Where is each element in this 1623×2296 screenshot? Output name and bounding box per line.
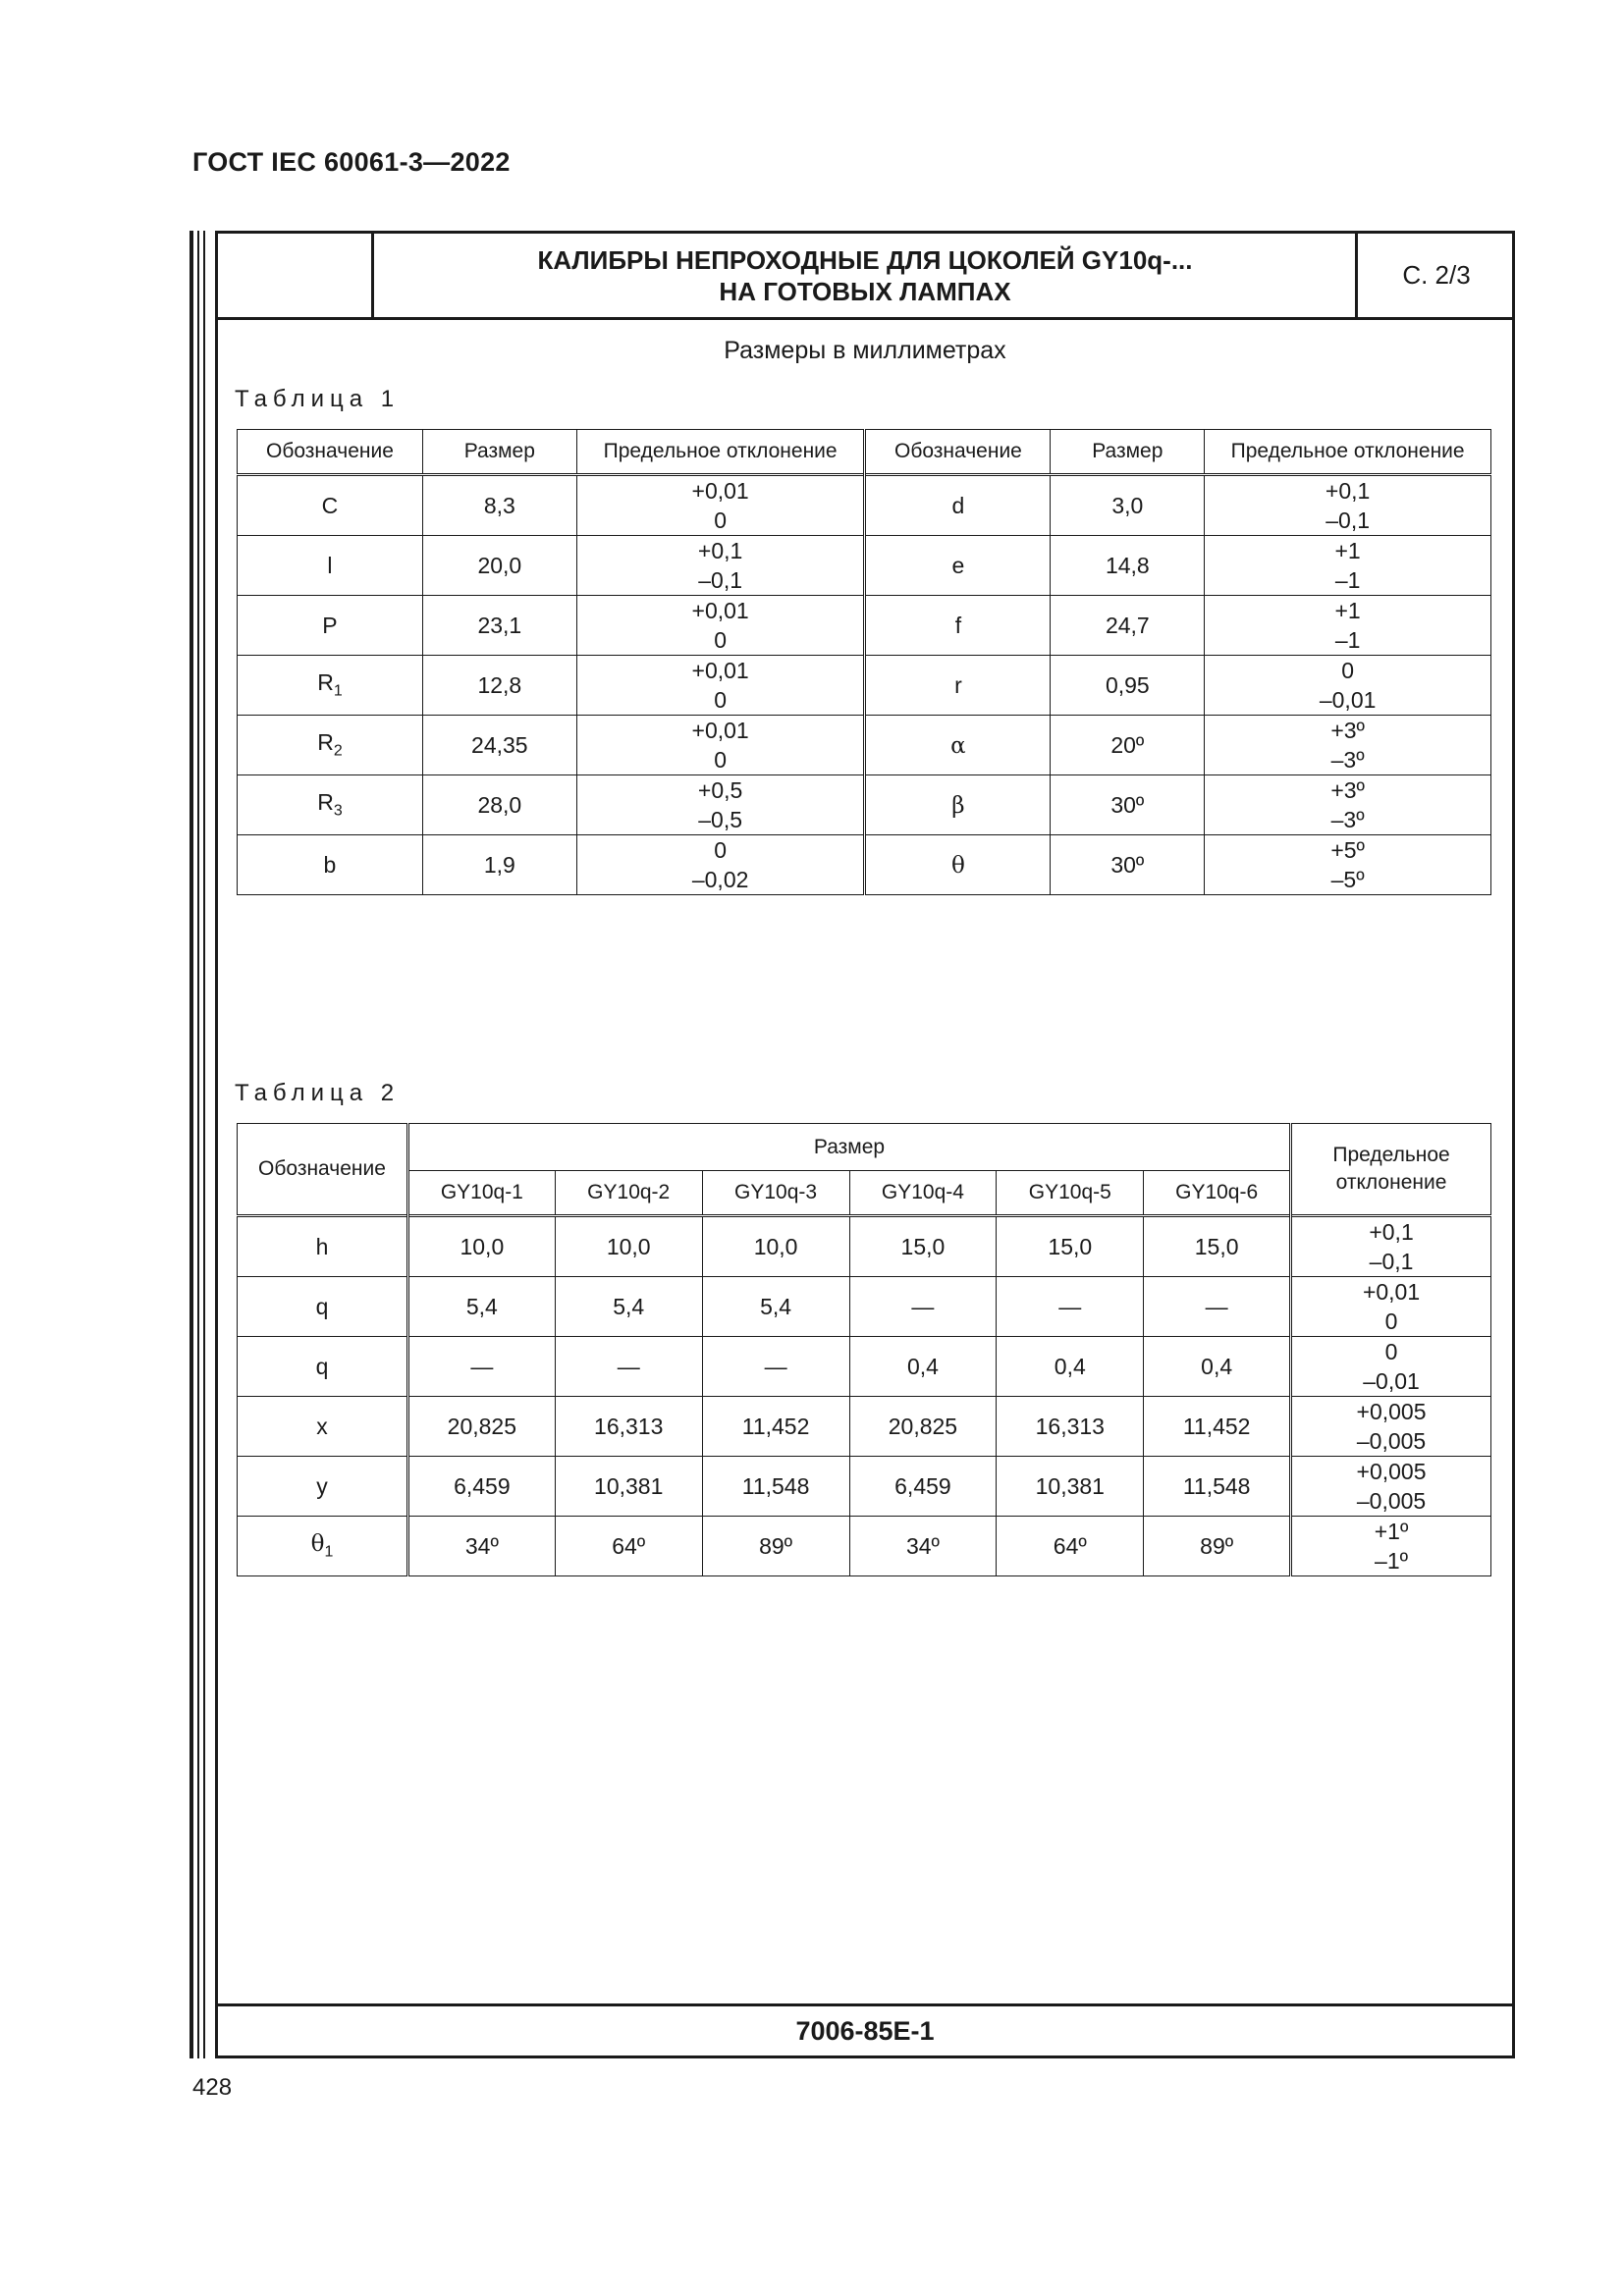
- table1-deviation-upper: +0,01: [691, 598, 749, 623]
- table1-deviation-lower: –3º: [1330, 807, 1365, 832]
- table2-value: 89º: [1144, 1517, 1291, 1576]
- table2-symbol-text: x: [316, 1413, 328, 1439]
- table1-header: Обозначение: [865, 430, 1051, 475]
- table2-symbol: [238, 1397, 408, 1457]
- table2-row: [238, 1517, 1491, 1576]
- table2-symbol-subscript: 1: [324, 1543, 334, 1561]
- table1-header: Размер: [1051, 430, 1205, 475]
- table1-symbol: [238, 656, 423, 716]
- table2-deviation-lower: –1º: [1375, 1548, 1409, 1574]
- table1-deviation-lower: –1: [1334, 567, 1361, 593]
- table2-value: 5,4: [407, 1277, 555, 1337]
- table2-deviation-upper: +0,1: [1369, 1219, 1414, 1245]
- table1-size: 30º: [1051, 775, 1205, 835]
- table2-value: 89º: [702, 1517, 849, 1576]
- table2-value: 16,313: [555, 1397, 702, 1457]
- table2-value: 16,313: [997, 1397, 1144, 1457]
- table2-value: 11,548: [1144, 1457, 1291, 1517]
- table1-symbol: [238, 536, 423, 596]
- table1-row: [238, 716, 1491, 775]
- table1-deviation-upper: +0,1: [697, 538, 743, 563]
- table1-row: [238, 475, 1491, 536]
- table1-symbol: [865, 775, 1051, 835]
- table1-symbol: [865, 835, 1051, 895]
- sheet-page-number: С. 2/3: [1355, 234, 1515, 317]
- table2-row: [238, 1277, 1491, 1337]
- units-note: Размеры в миллиметрах: [724, 337, 1006, 364]
- table1-deviation-upper: +1: [1334, 598, 1361, 623]
- table1-symbol-text: P: [322, 612, 338, 638]
- table2-deviation-lower: 0: [1384, 1308, 1398, 1334]
- table1-symbol-subscript: 3: [333, 802, 343, 820]
- table2-value: 10,0: [555, 1216, 702, 1277]
- table2-deviation-upper: 0: [1384, 1339, 1398, 1364]
- table1-deviation-upper: +1: [1334, 538, 1361, 563]
- table2-deviation-upper: +0,01: [1362, 1279, 1421, 1305]
- table1-deviation-upper: +5º: [1330, 837, 1365, 863]
- table1-symbol-text: f: [954, 612, 962, 638]
- table2-value: —: [702, 1337, 849, 1397]
- table2-header-symbol: Обозначение: [238, 1124, 408, 1216]
- table1-deviation-upper: 0: [714, 837, 728, 863]
- table2-type-header: GY10q-1: [407, 1171, 555, 1216]
- table1-symbol: [865, 656, 1051, 716]
- table2-deviation: [1291, 1517, 1491, 1576]
- table2-type-header: GY10q-4: [849, 1171, 997, 1216]
- table1-row: [238, 536, 1491, 596]
- table2-value: 34º: [407, 1517, 555, 1576]
- table1-deviation-lower: –0,5: [698, 807, 742, 832]
- table1-symbol-text: b: [323, 851, 337, 878]
- table2-symbol-text: q: [315, 1293, 329, 1319]
- table1-deviation-upper: +3º: [1330, 718, 1365, 743]
- table2-value: 34º: [849, 1517, 997, 1576]
- table1-deviation: [576, 656, 865, 716]
- table2-header-deviation-line2: отклонение: [1335, 1171, 1447, 1194]
- table2-deviation-upper: +0,005: [1356, 1399, 1427, 1424]
- table1-size: 1,9: [422, 835, 576, 895]
- table2-value: 0,4: [1144, 1337, 1291, 1397]
- table1-header-row: [238, 430, 1491, 475]
- table1-deviation-upper: +0,01: [691, 718, 749, 743]
- table1-symbol: [865, 475, 1051, 536]
- table1-row: [238, 835, 1491, 895]
- table1-symbol: [865, 716, 1051, 775]
- table1-size: 20º: [1051, 716, 1205, 775]
- table1-row: [238, 596, 1491, 656]
- binding-line: [189, 231, 193, 2058]
- table1-deviation-lower: 0: [714, 687, 728, 713]
- table1-deviation-lower: –1: [1334, 627, 1361, 653]
- table2-symbol: [238, 1277, 408, 1337]
- table2-value: 6,459: [849, 1457, 997, 1517]
- table2-deviation-lower: –0,005: [1356, 1428, 1427, 1454]
- table1-deviation: [576, 596, 865, 656]
- sheet-title-line-2: НА ГОТОВЫХ ЛАМПАХ: [719, 276, 1011, 306]
- sheet-footer-code: 7006-85E-1: [218, 2003, 1512, 2056]
- table1-symbol: [238, 596, 423, 656]
- table2-value: —: [997, 1277, 1144, 1337]
- table1-symbol-text: α: [950, 732, 966, 759]
- table1-size: 0,95: [1051, 656, 1205, 716]
- table2-symbol: [238, 1457, 408, 1517]
- table1-size: 30º: [1051, 835, 1205, 895]
- table1-size: 28,0: [422, 775, 576, 835]
- table1-row: [238, 775, 1491, 835]
- table1-symbol-text: C: [321, 492, 339, 518]
- table2-row: [238, 1337, 1491, 1397]
- table2-header-size: Размер: [407, 1124, 1290, 1171]
- table1-symbol-text: e: [951, 552, 965, 578]
- table1-symbol-text: l: [327, 552, 333, 578]
- table1-size: 24,35: [422, 716, 576, 775]
- table2-deviation-lower: –0,01: [1363, 1368, 1420, 1394]
- table1-size: 14,8: [1051, 536, 1205, 596]
- table1-header: Размер: [422, 430, 576, 475]
- table2-caption: Таблица 2: [235, 1080, 401, 1106]
- table1-symbol-subscript: 1: [333, 682, 343, 700]
- table2-value: 11,452: [702, 1397, 849, 1457]
- table1-caption: Таблица 1: [235, 386, 401, 412]
- table1-symbol-text: R: [317, 789, 334, 816]
- table1-deviation: [576, 775, 865, 835]
- table1-deviation: [1205, 536, 1491, 596]
- table1-deviation: [1205, 716, 1491, 775]
- table1-deviation: [576, 716, 865, 775]
- table2-type-header: GY10q-3: [702, 1171, 849, 1216]
- table1-symbol-text: R: [317, 729, 334, 756]
- table1-symbol: [238, 775, 423, 835]
- table1-deviation-lower: –5º: [1330, 867, 1365, 892]
- table1-symbol-text: θ: [951, 852, 965, 879]
- table1-deviation-lower: –0,1: [698, 567, 742, 593]
- table1-symbol-text: d: [951, 492, 965, 518]
- table1-symbol-text: β: [951, 792, 965, 819]
- table1-header: Предельное отклонение: [1205, 430, 1491, 475]
- table2-deviation: [1291, 1216, 1491, 1277]
- table1-symbol-text: R: [317, 669, 334, 696]
- table1-symbol: [865, 536, 1051, 596]
- table1-size: 8,3: [422, 475, 576, 536]
- document-code-header: ГОСТ IEC 60061-3—2022: [192, 147, 511, 177]
- table1-row: [238, 656, 1491, 716]
- table-1: [237, 429, 1491, 895]
- table1-size: 12,8: [422, 656, 576, 716]
- table1-deviation: [1205, 475, 1491, 536]
- table2-value: 10,0: [407, 1216, 555, 1277]
- table2-symbol-text: q: [315, 1353, 329, 1379]
- table1-deviation-upper: 0: [1341, 658, 1355, 683]
- table2-deviation: [1291, 1337, 1491, 1397]
- table2-deviation: [1291, 1397, 1491, 1457]
- table1-size: 20,0: [422, 536, 576, 596]
- table1-deviation: [576, 835, 865, 895]
- table2-value: 11,452: [1144, 1397, 1291, 1457]
- table1-deviation-upper: +0,5: [697, 777, 743, 803]
- table2-value: 64º: [555, 1517, 702, 1576]
- binding-line: [203, 231, 205, 2058]
- table1-deviation: [576, 475, 865, 536]
- table2-value: 20,825: [849, 1397, 997, 1457]
- table2-value: 10,0: [702, 1216, 849, 1277]
- table2-header-deviation: [1291, 1124, 1491, 1216]
- table1-size: 23,1: [422, 596, 576, 656]
- table1-deviation-upper: +0,01: [691, 658, 749, 683]
- table2-deviation-upper: +1º: [1374, 1519, 1409, 1544]
- table1-deviation-lower: 0: [714, 627, 728, 653]
- table2-value: 0,4: [997, 1337, 1144, 1397]
- table2-row: [238, 1397, 1491, 1457]
- table2-row: [238, 1216, 1491, 1277]
- table2-value: 15,0: [997, 1216, 1144, 1277]
- table2-symbol: [238, 1337, 408, 1397]
- table2-deviation: [1291, 1277, 1491, 1337]
- table1-header: Обозначение: [238, 430, 423, 475]
- table1-deviation-lower: –0,02: [691, 867, 749, 892]
- table2-row: [238, 1457, 1491, 1517]
- table2-value: 6,459: [407, 1457, 555, 1517]
- title-block-left-cell: [218, 234, 374, 317]
- table2-deviation-upper: +0,005: [1356, 1459, 1427, 1484]
- table2-value: 64º: [997, 1517, 1144, 1576]
- table2-header-deviation-line1: Предельное: [1332, 1144, 1450, 1166]
- table2-type-header: GY10q-6: [1144, 1171, 1291, 1216]
- table1-symbol: [865, 596, 1051, 656]
- table1-deviation-upper: +3º: [1330, 777, 1365, 803]
- table2-value: 20,825: [407, 1397, 555, 1457]
- table1-deviation-lower: –3º: [1330, 747, 1365, 773]
- table1-deviation-lower: 0: [714, 747, 728, 773]
- table2-value: 5,4: [555, 1277, 702, 1337]
- sheet-title: [374, 234, 1356, 317]
- table1-symbol: [238, 716, 423, 775]
- table2-value: 15,0: [849, 1216, 997, 1277]
- table1-deviation: [1205, 656, 1491, 716]
- table1-deviation: [1205, 835, 1491, 895]
- table2-value: 10,381: [555, 1457, 702, 1517]
- table2-value: 11,548: [702, 1457, 849, 1517]
- sheet-frame: [215, 231, 1515, 2058]
- table1-deviation: [576, 536, 865, 596]
- table1-size: 24,7: [1051, 596, 1205, 656]
- page-number: 428: [192, 2074, 233, 2101]
- table2-value: —: [555, 1337, 702, 1397]
- table2-symbol-text: h: [315, 1233, 329, 1259]
- table2-header-row: [238, 1124, 1491, 1171]
- table1-size: 3,0: [1051, 475, 1205, 536]
- table2-value: 10,381: [997, 1457, 1144, 1517]
- binding-line: [197, 231, 199, 2058]
- table2-value: —: [849, 1277, 997, 1337]
- table1-deviation: [1205, 596, 1491, 656]
- table-2: [237, 1123, 1491, 1576]
- table2-symbol: [238, 1517, 408, 1576]
- table1-deviation-lower: –0,1: [1325, 507, 1370, 533]
- table2-deviation: [1291, 1457, 1491, 1517]
- title-block: [218, 234, 1512, 320]
- table2-value: 15,0: [1144, 1216, 1291, 1277]
- table1-deviation: [1205, 775, 1491, 835]
- table1-symbol-text: r: [954, 671, 962, 698]
- sheet-title-line-1: КАЛИБРЫ НЕПРОХОДНЫЕ ДЛЯ ЦОКОЛЕЙ GY10q-...: [537, 244, 1193, 275]
- table1-deviation-upper: +0,01: [691, 478, 749, 504]
- table2-deviation-lower: –0,1: [1369, 1249, 1414, 1274]
- table2-value: 5,4: [702, 1277, 849, 1337]
- table2-type-header: GY10q-5: [997, 1171, 1144, 1216]
- table1-header: Предельное отклонение: [576, 430, 865, 475]
- table2-value: 0,4: [849, 1337, 997, 1397]
- table2-type-header: GY10q-2: [555, 1171, 702, 1216]
- table1-deviation-lower: –0,01: [1319, 687, 1377, 713]
- table1-symbol: [238, 475, 423, 536]
- table1-symbol: [238, 835, 423, 895]
- table1-deviation-upper: +0,1: [1325, 478, 1371, 504]
- table2-symbol: [238, 1216, 408, 1277]
- table2-value: —: [407, 1337, 555, 1397]
- table2-symbol-text: y: [316, 1472, 328, 1499]
- table2-symbol-text: θ: [310, 1531, 325, 1558]
- table1-symbol-subscript: 2: [333, 742, 343, 760]
- table2-deviation-lower: –0,005: [1356, 1488, 1427, 1514]
- table2-value: —: [1144, 1277, 1291, 1337]
- table1-deviation-lower: 0: [714, 507, 728, 533]
